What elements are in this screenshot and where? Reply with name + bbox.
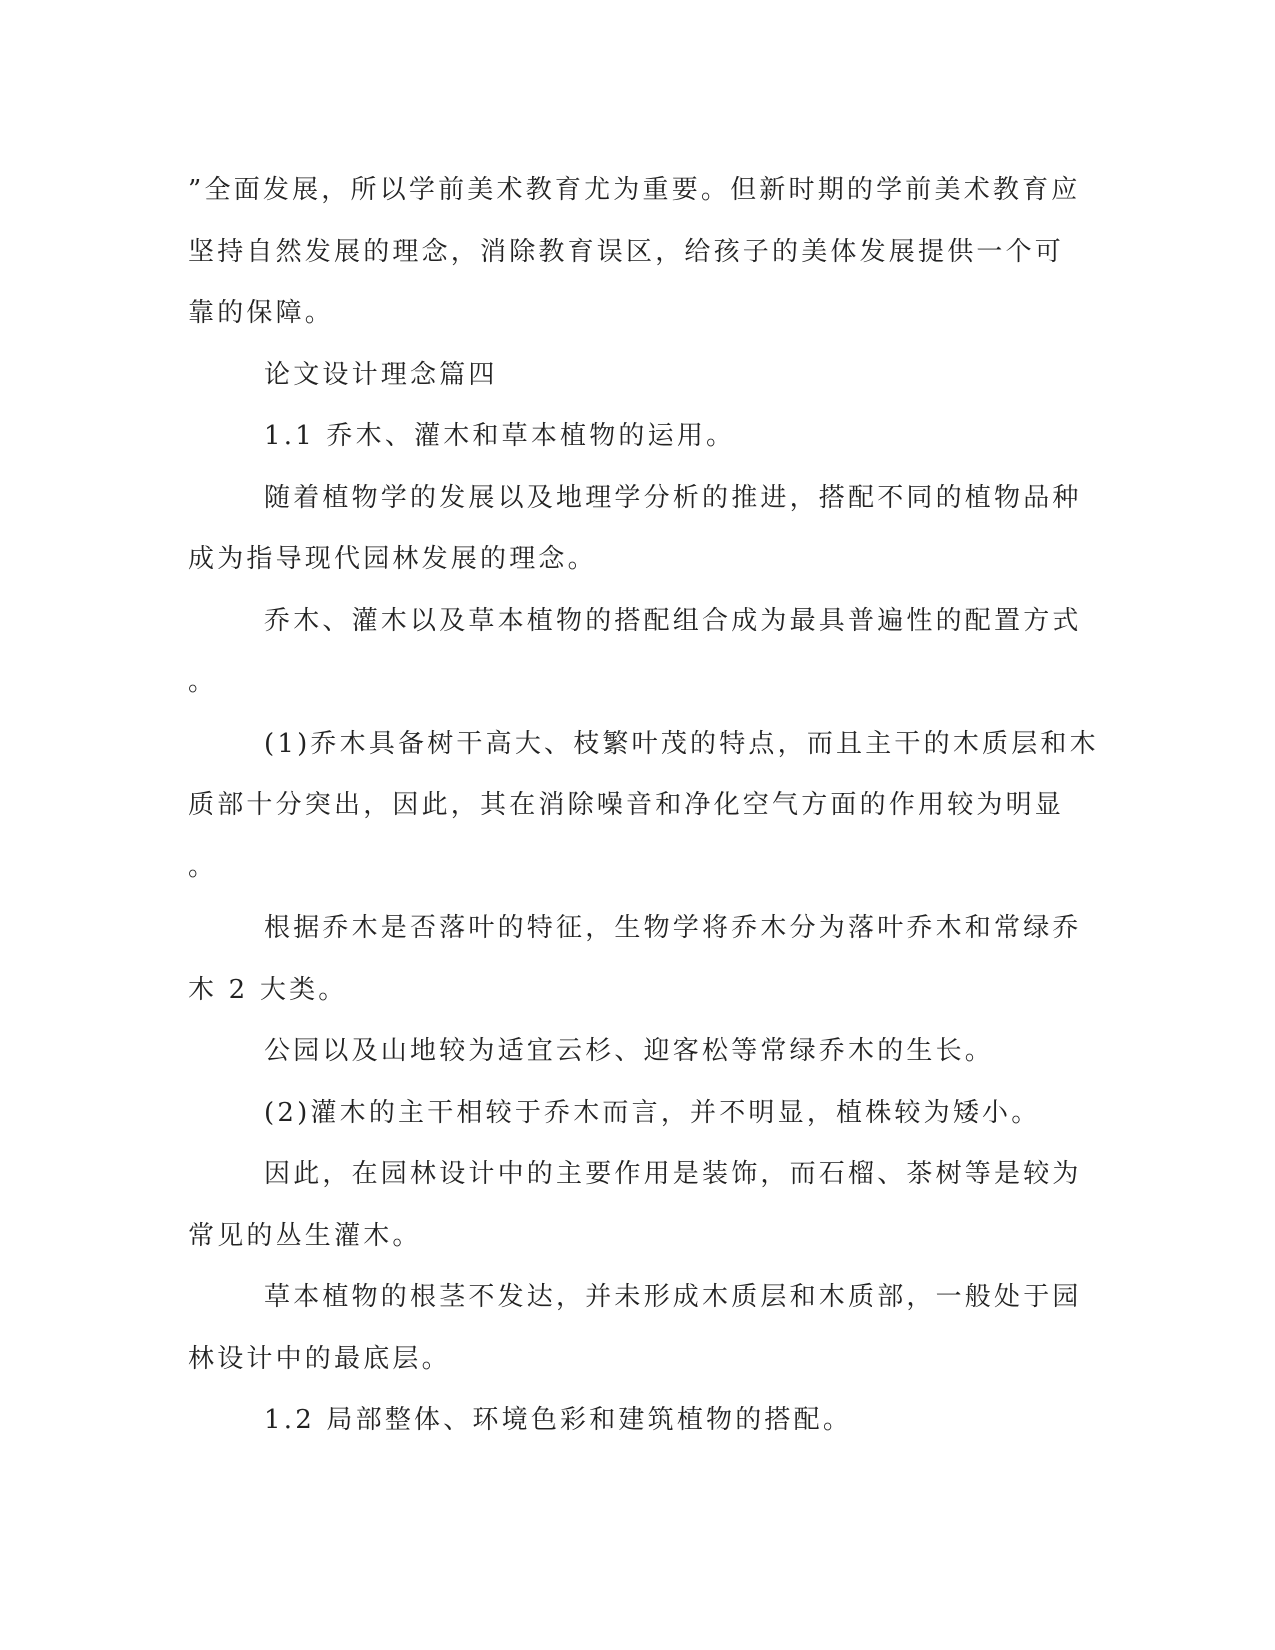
text-line: 。 (188, 851, 218, 882)
text-line: 质部十分突出，因此，其在消除噪音和净化空气方面的作用较为明显 (188, 790, 1065, 820)
text-line: (2)灌木的主干相较于乔木而言，并不明显，植株较为矮小。 (264, 1097, 1041, 1128)
subsection-heading: 1.2 局部整体、环境色彩和建筑植物的搭配。 (264, 1405, 853, 1435)
text-line: (1)乔木具备树干高大、枝繁叶茂的特点，而且主干的木质层和木 (264, 728, 1099, 759)
text-line: 乔木、灌木以及草本植物的搭配组合成为最具普遍性的配置方式 (264, 605, 1082, 636)
text-line: 靠的保障。 (188, 298, 335, 328)
section-heading: 论文设计理念篇四 (264, 359, 498, 390)
text-line: 成为指导现代园林发展的理念。 (188, 544, 597, 574)
text-line: 坚持自然发展的理念，消除教育误区，给孩子的美体发展提供一个可 (188, 236, 1065, 267)
text-line: 随着植物学的发展以及地理学分析的推进，搭配不同的植物品种 (264, 482, 1082, 513)
text-line: ”全面发展，所以学前美术教育尤为重要。但新时期的学前美术教育应 (188, 175, 1081, 205)
document-body (188, 160, 1099, 1452)
text-line: 常见的丛生灌木。 (188, 1220, 422, 1251)
text-line: 木 2 大类。 (188, 974, 348, 1005)
text-line: 草本植物的根茎不发达，并未形成木质层和木质部，一般处于园 (264, 1282, 1082, 1312)
subsection-heading: 1.1 乔木、灌木和草本植物的运用。 (264, 421, 736, 451)
text-line: 林设计中的最底层。 (188, 1343, 451, 1374)
text-line: 。 (188, 667, 218, 697)
text-line: 根据乔木是否落叶的特征，生物学将乔木分为落叶乔木和常绿乔 (264, 913, 1082, 943)
text-line: 因此，在园林设计中的主要作用是装饰，而石榴、茶树等是较为 (264, 1159, 1082, 1189)
text-line: 公园以及山地较为适宜云杉、迎客松等常绿乔木的生长。 (264, 1036, 995, 1066)
